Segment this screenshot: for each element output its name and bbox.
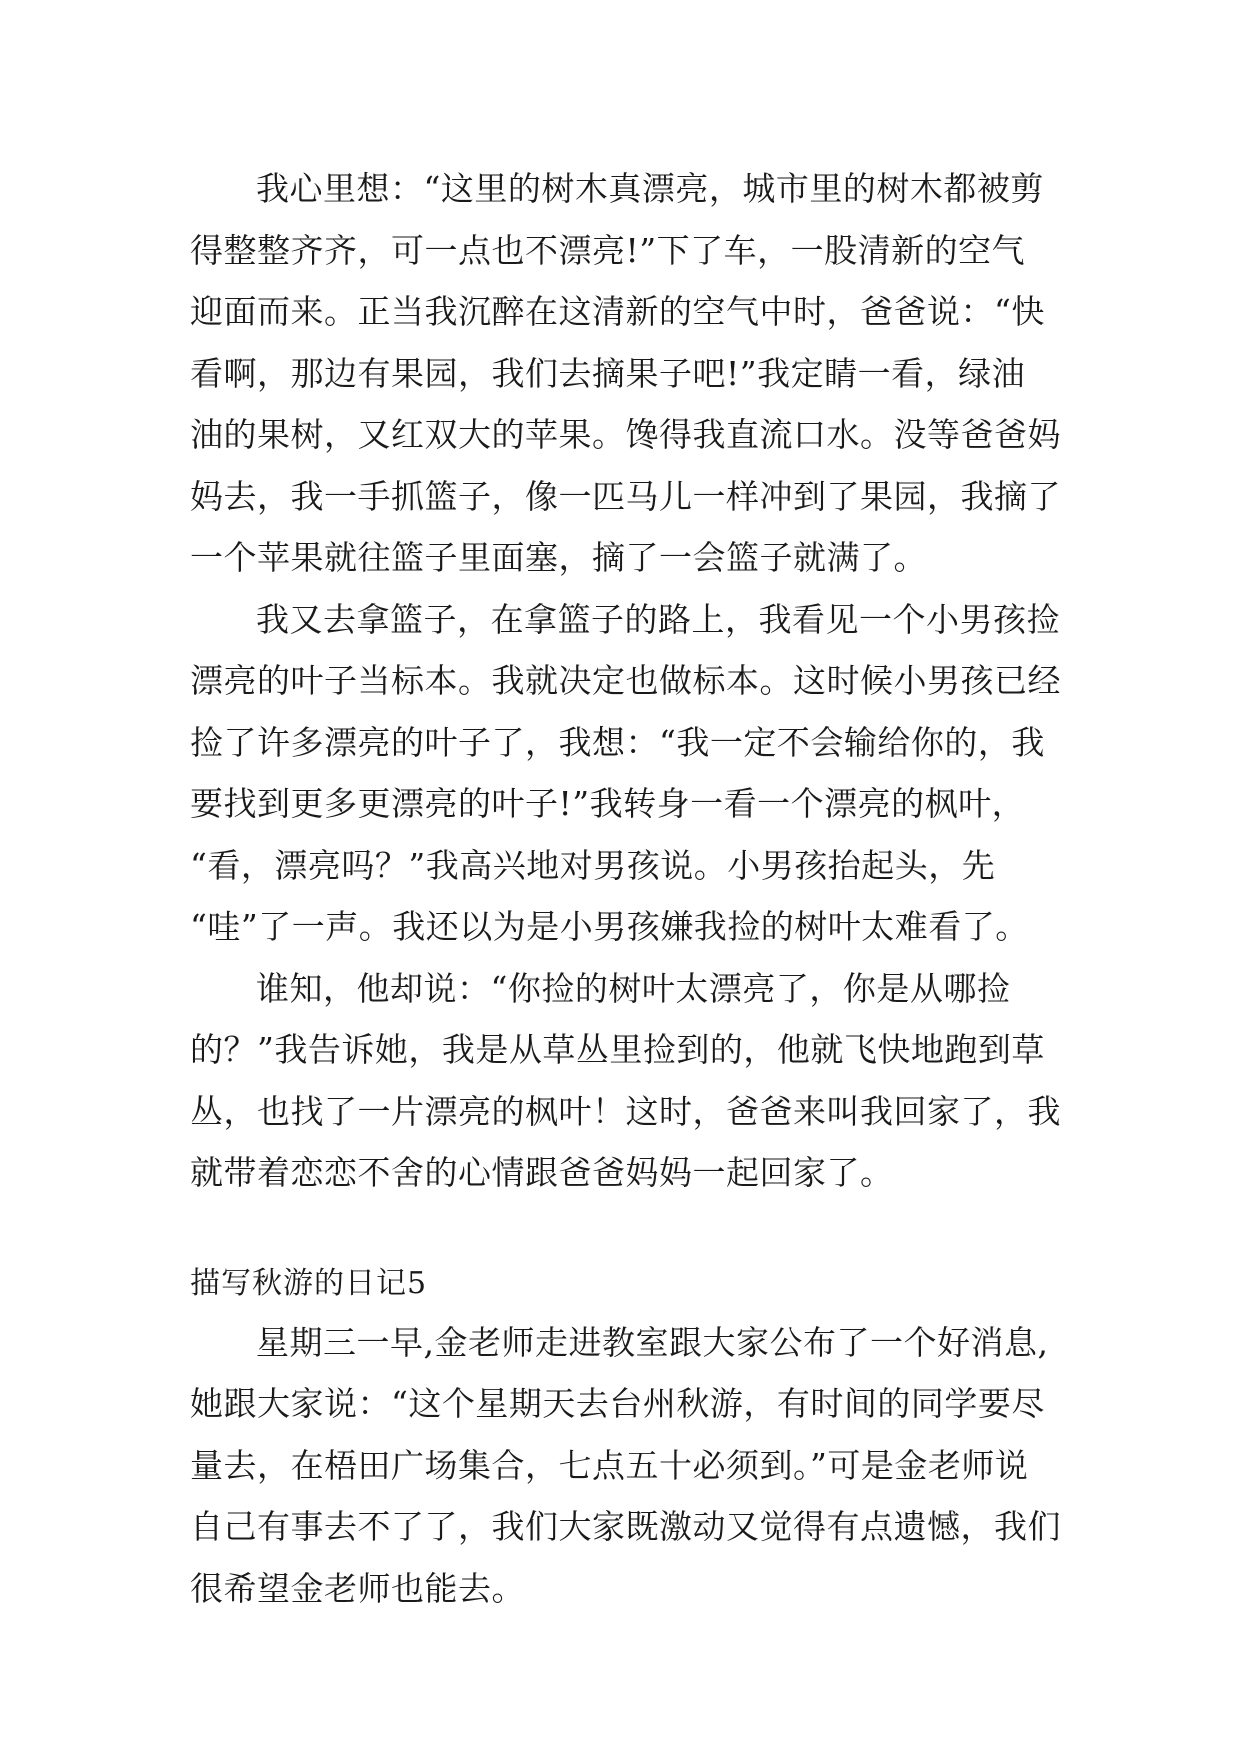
- paragraph-line: 要找到更多更漂亮的叶子!”我转身一看一个漂亮的枫叶，: [190, 784, 1026, 823]
- paragraph-line: 我心里想：“这里的树木真漂亮，城市里的树木都被剪: [256, 169, 1044, 208]
- paragraph-3: [190, 958, 1061, 1204]
- paragraph-line: 自己有事去不了了，我们大家既激动又觉得有点遗憾，我们: [190, 1507, 1061, 1546]
- paragraph-line: 看啊，那边有果园，我们去摘果子吧!”我定睛一看，绿油: [190, 353, 1026, 393]
- paragraph-line: 的？”我告诉她，我是从草丛里捡到的，他就飞快地跑到草: [190, 1030, 1045, 1069]
- paragraph-line: 油的果树，又红双大的苹果。馋得我直流口水。没等爸爸妈: [190, 415, 1061, 454]
- document-page: [190, 158, 1061, 1619]
- paragraph-line: 星期三一早,金老师走进教室跟大家公布了一个好消息,: [256, 1322, 1049, 1362]
- paragraph-line: 一个苹果就往篮子里面塞，摘了一会篮子就满了。: [190, 538, 927, 577]
- paragraph-line: “看，漂亮吗？”我高兴地对男孩说。小男孩抬起头，先: [190, 845, 996, 885]
- paragraph-line: 谁知，他却说：“你捡的树叶太漂亮了，你是从哪捡: [256, 968, 1011, 1008]
- section-paragraph: [190, 1312, 1061, 1620]
- section-title: 描写秋游的日记5: [190, 1265, 428, 1301]
- paragraph-line: 迎面而来。正当我沉醉在这清新的空气中时，爸爸说：“快: [190, 292, 1045, 331]
- paragraph-line: 捡了许多漂亮的叶子了，我想：“我一定不会输给你的，我: [190, 722, 1045, 762]
- paragraph-line: 很希望金老师也能去。: [190, 1568, 525, 1608]
- paragraph-line: 丛，也找了一片漂亮的枫叶！这时，爸爸来叫我回家了，我: [190, 1091, 1061, 1131]
- paragraph-line: 就带着恋恋不舍的心情跟爸爸妈妈一起回家了。: [190, 1153, 894, 1192]
- paragraph-2: [190, 589, 1061, 958]
- paragraph-line: 得整整齐齐，可一点也不漂亮!”下了车，一股清新的空气: [190, 230, 1026, 270]
- paragraph-line: “哇”了一声。我还以为是小男孩嫌我捡的树叶太难看了。: [190, 907, 1029, 946]
- paragraph-line: 漂亮的叶子当标本。我就决定也做标本。这时候小男孩已经: [190, 661, 1061, 700]
- paragraph-line: 我又去拿篮子，在拿篮子的路上，我看见一个小男孩捡: [256, 599, 1060, 639]
- paragraph-1: [190, 158, 1061, 589]
- paragraph-line: 妈去，我一手抓篮子，像一匹马儿一样冲到了果园，我摘了: [190, 476, 1061, 516]
- paragraph-line: 量去，在梧田广场集合，七点五十必须到。”可是金老师说: [190, 1445, 1029, 1485]
- paragraph-line: 她跟大家说：“这个星期天去台州秋游，有时间的同学要尽: [190, 1384, 1045, 1423]
